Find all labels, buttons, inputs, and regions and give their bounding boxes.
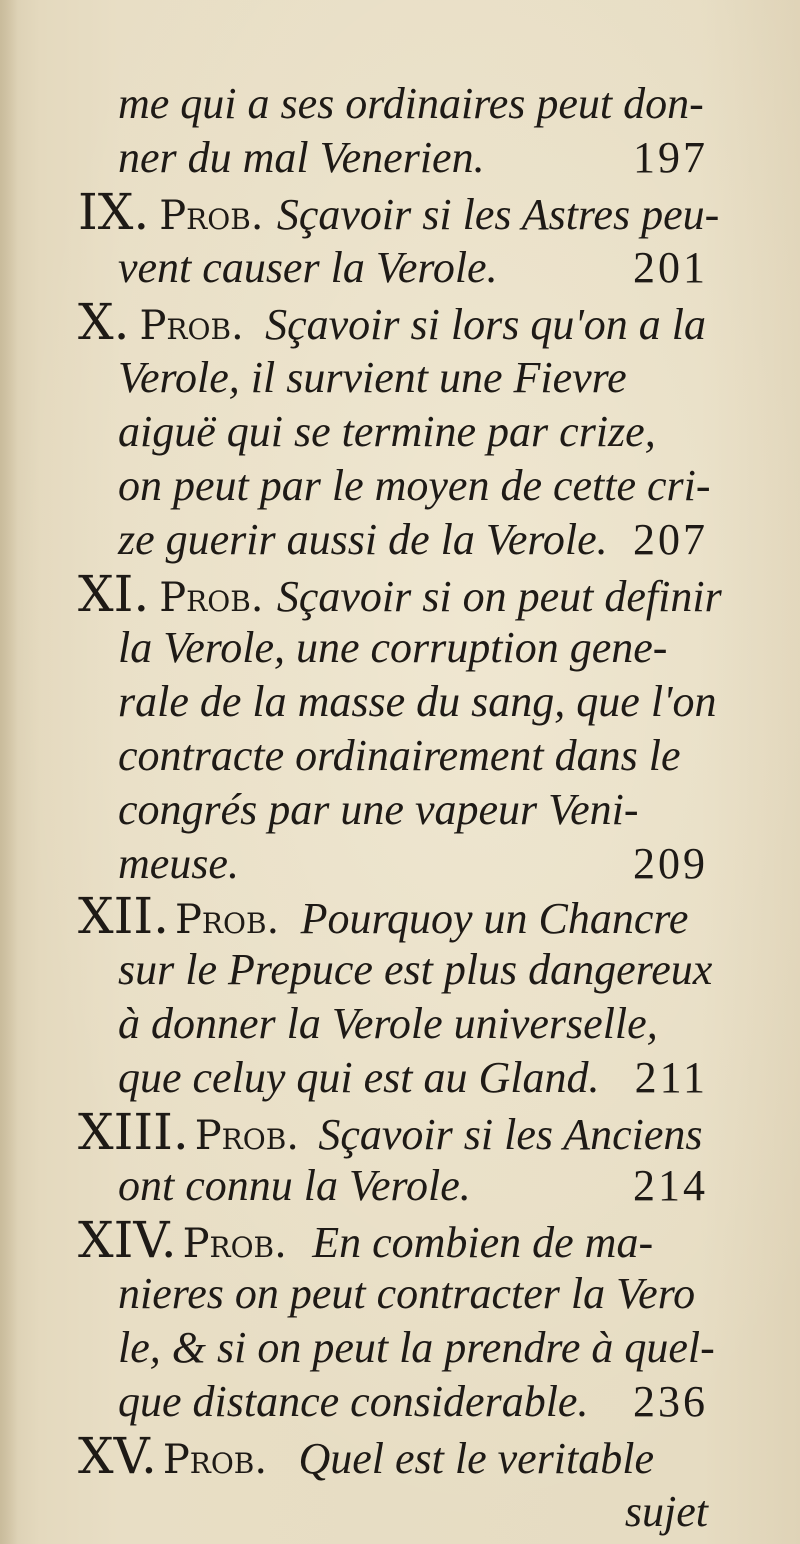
- entry-xii-prob: Prob.: [175, 897, 280, 943]
- entry-x-line-4: on peut par le moyen de cette cri-: [118, 461, 711, 510]
- catchword: sujet: [624, 1487, 708, 1536]
- entry-xi-page: 209: [633, 839, 708, 888]
- entry-x-page: 207: [633, 515, 708, 564]
- entry-ix-line-2: vent causer la Verole.: [118, 243, 498, 292]
- entry-ix-page: 201: [633, 243, 708, 292]
- entry-xiv-prob: Prob.: [182, 1221, 287, 1267]
- entry-xi-line-1: Sçavoir si on peut definir: [276, 572, 722, 621]
- entry-xi-line-4: contracte ordinairement dans le: [118, 731, 681, 780]
- entry-xi-prob: Prob.: [159, 575, 264, 621]
- entry-cont-page: 197: [633, 133, 708, 182]
- entry-xii-line-4: que celuy qui est au Gland.: [118, 1053, 600, 1102]
- entry-x-prob: Prob.: [139, 303, 244, 349]
- entry-xii-heading: [78, 887, 689, 945]
- entry-xi-numeral: XI.: [78, 565, 150, 623]
- entry-xi-heading: [78, 565, 722, 623]
- entry-xii-page: 211: [634, 1053, 708, 1102]
- entry-xiii-prob: Prob.: [194, 1113, 299, 1159]
- entry-xi-line-2: la Verole, une corruption gene-: [118, 623, 668, 672]
- entry-xii-line-2: sur le Prepuce est plus dangereux: [118, 945, 713, 994]
- entry-x-line-1: Sçavoir si lors qu'on a la: [265, 300, 706, 349]
- entry-xiv-heading: [78, 1211, 654, 1269]
- entry-xii-line-1: Pourquoy un Chancre: [300, 894, 689, 943]
- entry-xv-prob: Prob.: [162, 1437, 268, 1483]
- entry-xiii-numeral: XIII.: [78, 1103, 189, 1161]
- entry-xv-numeral: XV.: [78, 1427, 157, 1485]
- entry-xii-numeral: XII.: [78, 887, 169, 945]
- entry-xi-line-6: meuse.: [118, 839, 239, 888]
- entry-ix-numeral: IX.: [78, 183, 150, 241]
- entry-xiii-page: 214: [633, 1161, 708, 1210]
- entry-x-line-5: ze guerir aussi de la Verole.: [118, 515, 608, 564]
- entry-xiii-line-2: ont connu la Verole.: [118, 1161, 471, 1210]
- entry-xiii-line-1: Sçavoir si les Anciens: [318, 1110, 703, 1159]
- entry-xiv-line-3: le, & si on peut la prendre à quel-: [118, 1323, 715, 1372]
- entry-cont-line-1: me qui a ses ordinaires peut don-: [118, 79, 704, 128]
- entry-x-numeral: X.: [78, 293, 130, 351]
- entry-ix-line-1: Sçavoir si les Astres peu-: [276, 190, 720, 239]
- entry-xiv-line-4: que distance considerable.: [118, 1377, 589, 1426]
- entry-x-heading: [78, 293, 706, 351]
- entry-xiv-line-1: En combien de ma-: [312, 1218, 654, 1267]
- entry-ix-heading: [78, 183, 720, 241]
- entry-cont-line-2: ner du mal Venerien.: [118, 133, 485, 182]
- entry-xiii-heading: [78, 1103, 703, 1161]
- entry-xiv-numeral: XIV.: [78, 1211, 177, 1269]
- entry-xv-line-1: Quel est le veritable: [298, 1434, 655, 1483]
- entry-xiv-line-2: nieres on peut contracter la Vero: [118, 1269, 696, 1318]
- entry-xv-heading: [78, 1427, 655, 1485]
- page-gutter: [0, 0, 18, 1544]
- entry-ix-prob: Prob.: [159, 193, 264, 239]
- entry-xi-line-5: congrés par une vapeur Veni-: [118, 785, 639, 834]
- entry-xi-line-3: rale de la masse du sang, que l'on: [118, 677, 717, 726]
- entry-x-line-3: aiguë qui se termine par crize,: [118, 407, 656, 456]
- entry-x-line-2: Verole, il survient une Fievre: [118, 353, 627, 402]
- entry-xiv-page: 236: [633, 1377, 708, 1426]
- entry-xii-line-3: à donner la Verole universelle,: [118, 999, 658, 1048]
